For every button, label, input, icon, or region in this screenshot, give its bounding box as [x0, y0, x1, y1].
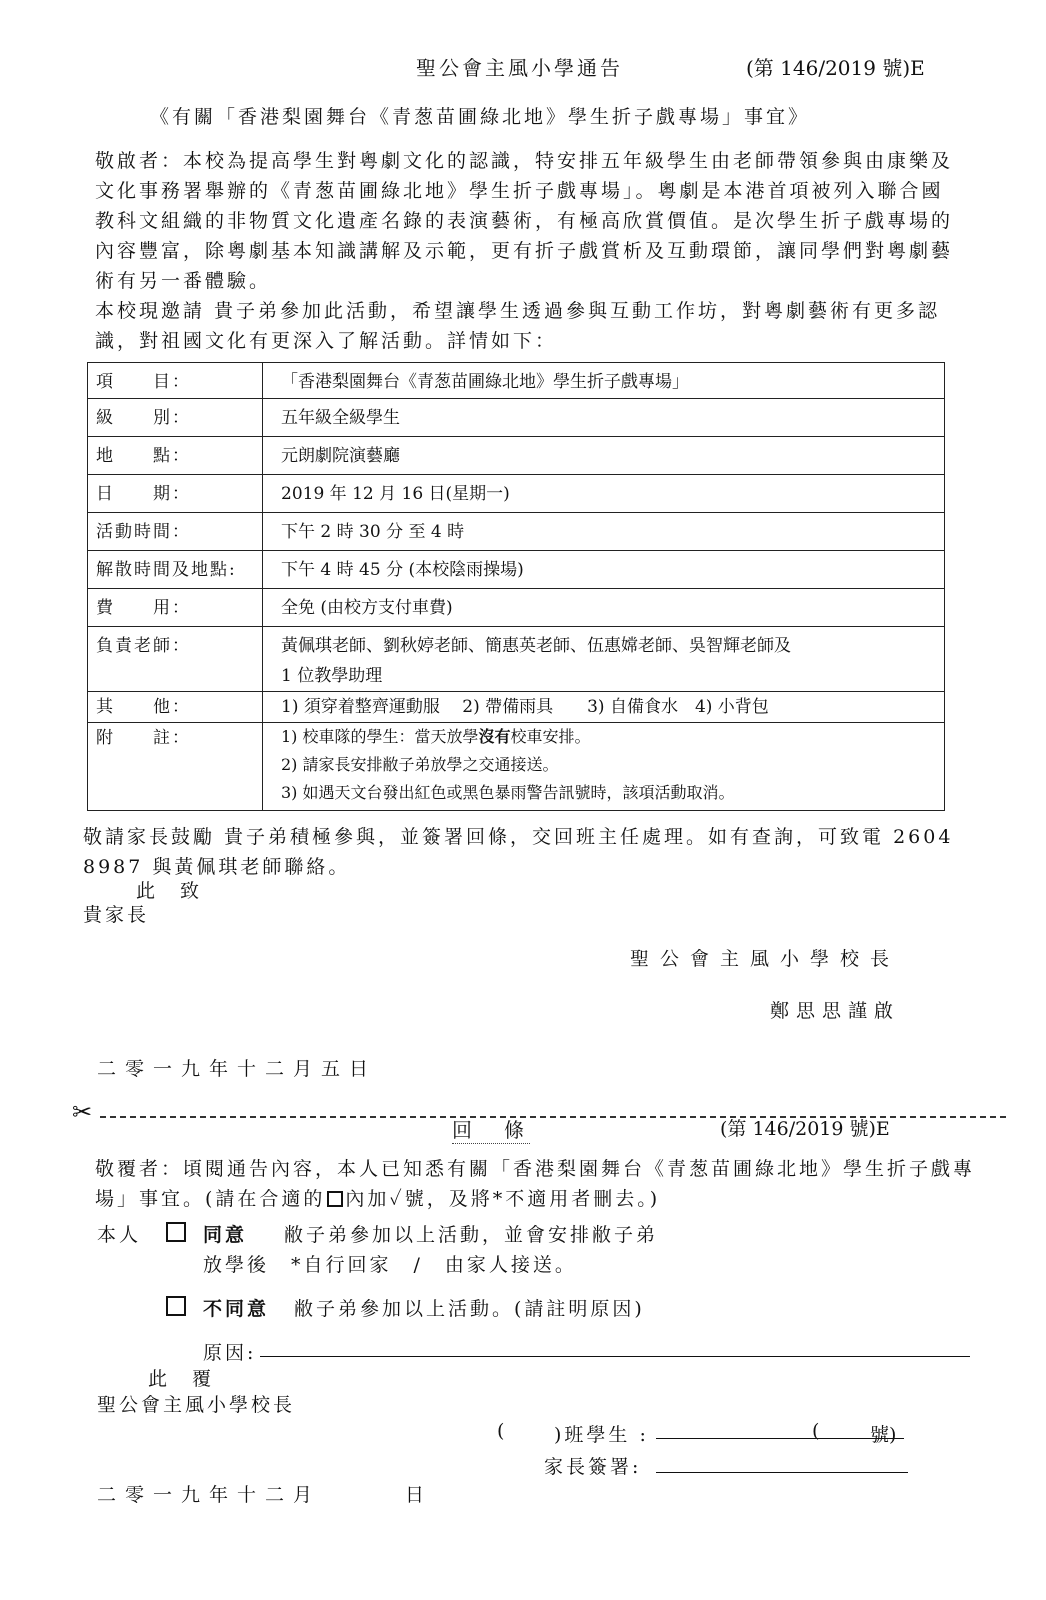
reply-date: 二零一九年十二月 日 [97, 1484, 434, 1506]
detail-value [263, 475, 945, 513]
detail-row [88, 551, 945, 589]
detail-value-line: 五年級全級學生 [281, 408, 400, 428]
detail-label: 活動時間： [88, 513, 263, 551]
parent-sign-label: 家長簽署: [544, 1456, 642, 1478]
class-open-paren: ( [497, 1420, 505, 1442]
detail-value-line: 1) 須穿着整齊運動服 2) 帶備雨具 3) 自備食水 4) 小背包 [281, 697, 769, 717]
agree-checkbox[interactable] [166, 1222, 186, 1242]
detail-value-line: 「香港梨園舞台《青葱苗圃綠北地》學生折子戲專場」 [281, 372, 689, 392]
detail-value-line: 元朗劇院演藝廳 [281, 446, 400, 466]
parent-signature-field[interactable] [656, 1472, 908, 1473]
notes-row [88, 723, 945, 811]
intro-paragraph: 敬啟者：本校為提高學生對粵劇文化的認識，特安排五年級學生由老師帶領參與由康樂及文化事務署舉辦的《青葱苗圃綠北地》學生折子戲專場」。粵劇是本港首項被列入聯合國教科文組織的非物質文化遺產名錄的表演藝術，有極高欣賞價值。是次學生折子戲專場的內容豐富，除粵劇基本知識講解及示範，更有折子戲賞析及互動環節，讓同學們對粵劇藝術有另一番體驗。 [95, 150, 954, 292]
detail-row [88, 589, 945, 627]
notice-number: (第 146/2019 號)E [746, 56, 925, 80]
detail-row [88, 363, 945, 399]
detail-label: 費 用： [88, 589, 263, 627]
reply-notice-number: (第 146/2019 號)E [720, 1118, 890, 1140]
class-student-label: )班學生 : [554, 1424, 649, 1446]
to-school-head: 聖公會主風小學校長 [97, 1394, 296, 1416]
detail-value-line: 黃佩琪老師、劉秋婷老師、簡惠英老師、伍惠嫦老師、吳智輝老師及 [281, 636, 791, 656]
note-3: 3) 如遇天文台發出紅色或黑色暴雨警告訊號時，該項活動取消。 [281, 783, 735, 802]
ci-fu: 此 覆 [148, 1368, 215, 1390]
reason-label: 原因: [203, 1342, 257, 1364]
detail-row [88, 692, 945, 723]
agree-text: 敝子弟參加以上活動，並會安排敝子弟 [284, 1224, 659, 1246]
number-label: 號) [870, 1424, 897, 1446]
self-label: 本人 [97, 1224, 142, 1246]
detail-label: 地 點： [88, 437, 263, 475]
detail-label: 級 別： [88, 399, 263, 437]
detail-label: 負責老師： [88, 627, 263, 692]
detail-value [263, 551, 945, 589]
reply-intro: 敬覆者：頃閱通告內容，本人已知悉有關「香港梨園舞台《青葱苗圃綠北地》學生折子戲專場」事宜。(請在合適的 內加✓號，及將*不適用者刪去。) [95, 1158, 976, 1210]
scissors-icon: ✂ [72, 1098, 93, 1126]
detail-value-line: 下午 2 時 30 分 至 4 時 [281, 522, 465, 542]
notice-date: 二零一九年十二月五日 [97, 1058, 378, 1080]
note-1: 1) 校車隊的學生：當天放學沒有校車安排。 [281, 727, 591, 746]
school-notice-title: 聖公會主風小學通告 [416, 56, 623, 80]
principal-signature: 鄭思思謹啟 [770, 1000, 901, 1022]
detail-label: 其 他： [88, 692, 263, 723]
detail-value [263, 627, 945, 692]
detail-value [263, 399, 945, 437]
detail-label: 項 目： [88, 363, 263, 399]
invite-paragraph: 本校現邀請 貴子弟參加此活動，希望讓學生透過參與互動工作坊，對粵劇藝術有更多認識，對祖國文化有更深入了解活動。詳情如下： [95, 300, 941, 352]
detail-value [263, 589, 945, 627]
school-head-title: 聖公會主風小學校長 [630, 948, 901, 970]
notice-subject: 《有關「香港梨園舞台《青葱苗圃綠北地》學生折子戲專場」事宜》 [150, 106, 811, 128]
recipient: 貴家長 [83, 904, 150, 926]
detail-value-line: 下午 4 時 45 分 (本校陰雨操場) [281, 560, 524, 580]
detail-value-line: 全免 (由校方支付車費) [281, 598, 453, 618]
detail-value [263, 513, 945, 551]
activity-details-table [87, 362, 945, 811]
ci-zhi: 此 致 [136, 880, 203, 902]
reply-slip-title: 回 條 [452, 1114, 530, 1144]
disagree-checkbox[interactable] [166, 1296, 186, 1316]
detail-value [263, 437, 945, 475]
detail-row [88, 627, 945, 692]
notes-value [263, 723, 945, 811]
reason-field[interactable] [260, 1356, 970, 1357]
checkbox-icon [327, 1191, 343, 1207]
detail-row [88, 475, 945, 513]
note-2: 2) 請家長安排敝子弟放學之交通接送。 [281, 755, 559, 774]
detail-value-line: 2019 年 12 月 16 日(星期一) [281, 484, 510, 504]
detail-value [263, 363, 945, 399]
detail-row [88, 437, 945, 475]
notes-label: 附 註： [88, 723, 263, 811]
agree-pickup-options[interactable]: 放學後 *自行回家 / 由家人接送。 [203, 1254, 577, 1276]
detail-label: 解散時間及地點: [88, 551, 263, 589]
checkmark-icon: ✓ [389, 1188, 405, 1210]
closing-paragraph: 敬請家長鼓勵 貴子弟積極參與，並簽署回條，交回班主任處理。如有查詢，可致電 2604 8987 與黃佩琪老師聯絡。 [83, 826, 954, 878]
detail-row [88, 399, 945, 437]
detail-value [263, 692, 945, 723]
number-open-paren: ( [812, 1420, 820, 1442]
student-name-field[interactable] [656, 1438, 904, 1439]
disagree-label: 不同意 [203, 1298, 270, 1320]
detail-row [88, 513, 945, 551]
disagree-text: 敝子弟參加以上活動。(請註明原因) [294, 1298, 645, 1320]
detail-label: 日 期： [88, 475, 263, 513]
agree-label: 同意 [203, 1224, 248, 1246]
detail-value-line: 1 位教學助理 [281, 666, 383, 686]
